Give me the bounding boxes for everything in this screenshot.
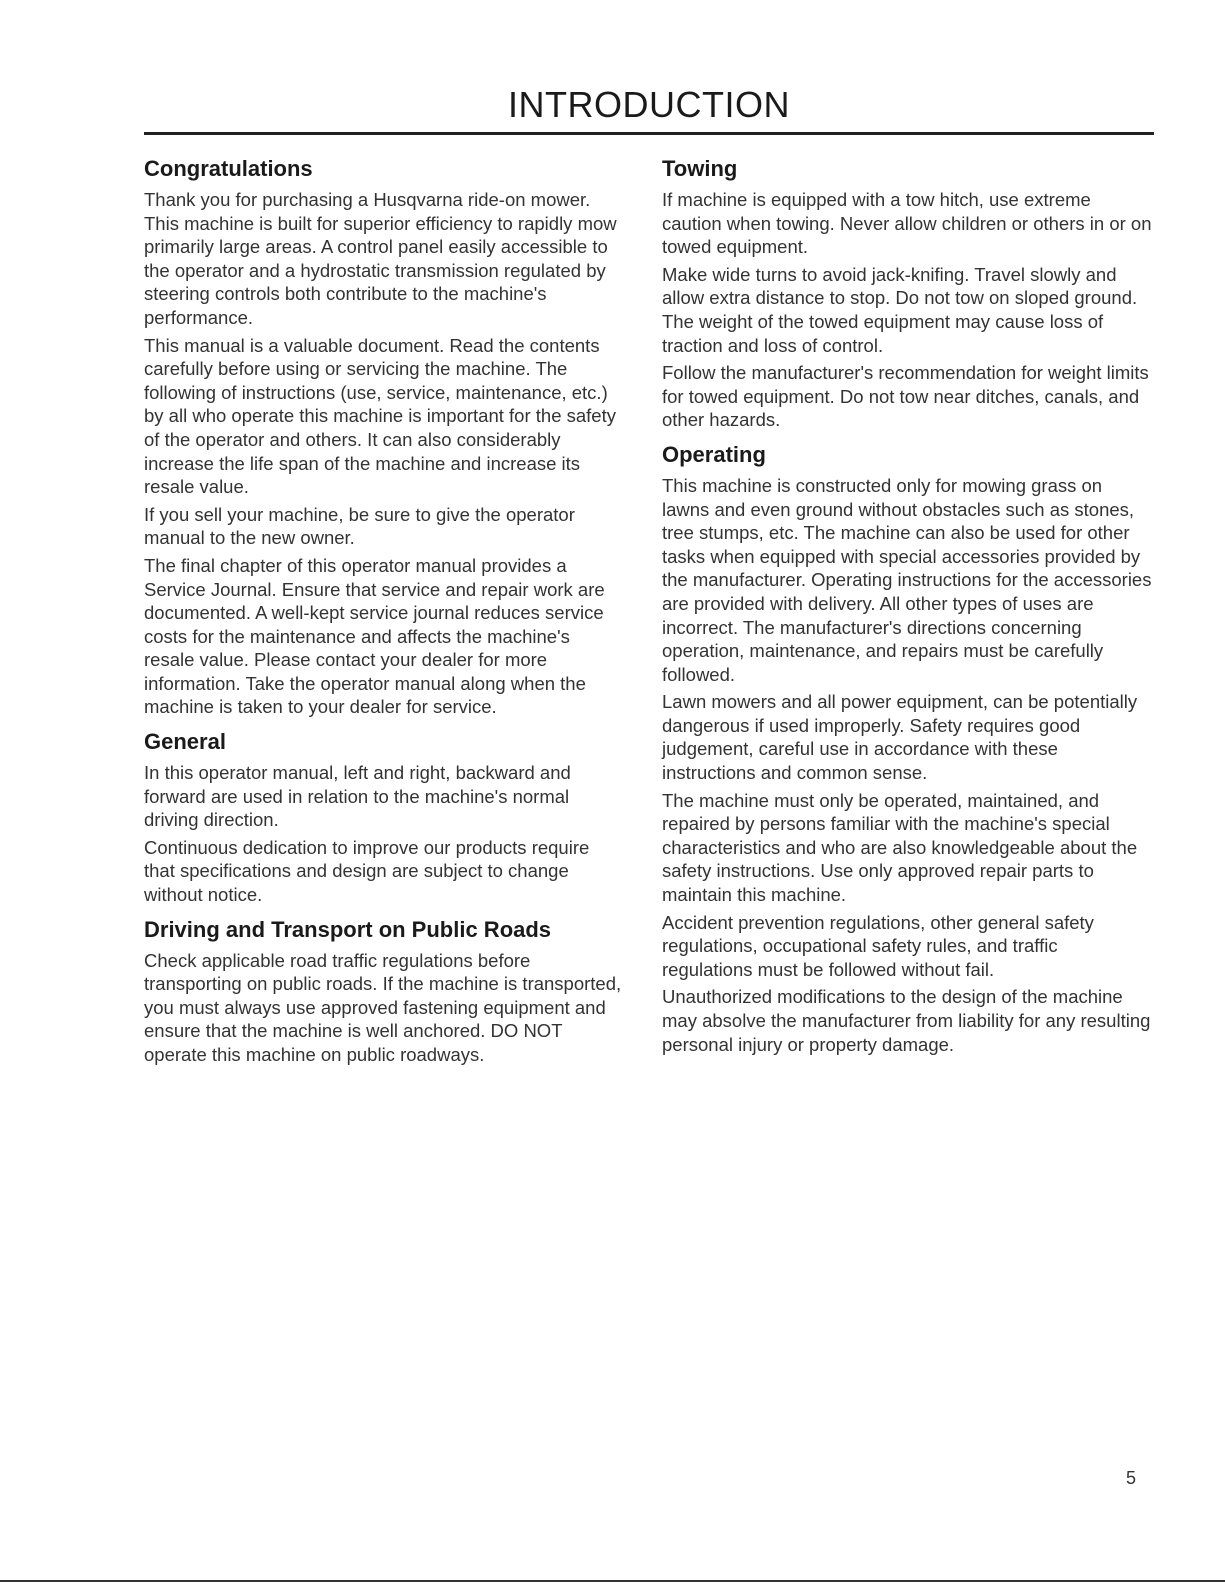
right-column bbox=[662, 152, 1152, 1062]
paragraph: Accident prevention regulations, other general safety regulations, occupational safety rules, and traffic regulations must be followed without fail. bbox=[662, 911, 1094, 980]
paragraph: If machine is equipped with a tow hitch, use extreme caution when towing. Never allow children or others in or on towed equipment. bbox=[662, 189, 1152, 258]
page-title: INTRODUCTION bbox=[508, 84, 790, 125]
paragraph: Continuous dedication to improve our products require that specifications and design are subject to change without notice. bbox=[144, 836, 590, 906]
paragraph: Check applicable road traffic regulations before transporting on public roads. If the machine is transported, you must always use approved fastening equipment and ensure that the machine is well anchored. DO NOT operate this machine on public roadways. bbox=[144, 949, 622, 1065]
section-heading: Operating bbox=[662, 441, 766, 467]
paragraph: The machine must only be operated, maintained, and repaired by persons familiar with the machine's special characteristics and who are also knowledgeable about the safety instructions. Use only approved repair parts to maintain this machine. bbox=[662, 789, 1138, 906]
section-heading: Congratulations bbox=[144, 156, 313, 181]
paragraph: Follow the manufacturer's recommendation for weight limits for towed equipment. Do not tow near ditches, canals, and other hazards. bbox=[662, 362, 1149, 431]
paragraph: This manual is a valuable document. Read the contents carefully before using or servicing the machine. The following of instructions (use, service, maintenance, etc.) by all who operate this machine is important for the safety of the operator and others. It can also considerably increase the life span of the machine and increase its resale value. bbox=[144, 334, 616, 498]
section-heading: Towing bbox=[662, 156, 738, 181]
section-towing bbox=[662, 152, 1152, 432]
paragraph: Thank you for purchasing a Husqvarna ride-on mower. This machine is built for superior efficiency to rapidly mow primarily large areas. A control panel easily accessible to the operator and a hydrostatic transmission regulated by steering controls both contribute to the machine's performance. bbox=[144, 189, 617, 328]
paragraph: Lawn mowers and all power equipment, can be potentially dangerous if used improperly. Safety requires good judgement, careful use in accordance with these instructions and common sense. bbox=[662, 691, 1138, 784]
section-heading: General bbox=[144, 729, 226, 755]
section-heading: Driving and Transport on Public Roads bbox=[144, 916, 552, 942]
section-driving-transport bbox=[144, 913, 624, 1067]
paragraph: Unauthorized modifications to the design of the machine may absolve the manufacturer from liability for any resulting personal injury or property damage. bbox=[662, 986, 1151, 1055]
paragraph: This machine is constructed only for mowing grass on lawns and even ground without obstacles such as stones, tree stumps, etc. The machine can also be used for other tasks when equipped with special accessories provided by the manufacturer. Operating instructions for the accessories are provided with delivery. All other types of uses are incorrect. The manufacturer's directions concerning operation, maintenance, and repairs must be carefully followed. bbox=[662, 474, 1152, 685]
paragraph: Make wide turns to avoid jack-knifing. Travel slowly and allow extra distance to stop. Do not tow on sloped ground. The weight of the towed equipment may cause loss of traction and loss of control. bbox=[662, 263, 1138, 356]
page-number: 5 bbox=[1126, 1468, 1137, 1488]
title-divider bbox=[144, 132, 1154, 135]
section-operating bbox=[662, 438, 1152, 1056]
bottom-edge-line bbox=[0, 1580, 1225, 1582]
paragraph: In this operator manual, left and right, backward and forward are used in relation to the machine's normal driving direction. bbox=[144, 762, 571, 831]
paragraph: If you sell your machine, be sure to give the operator manual to the new owner. bbox=[144, 503, 575, 549]
section-general bbox=[144, 725, 624, 907]
section-congratulations bbox=[144, 152, 624, 719]
paragraph: The final chapter of this operator manual provides a Service Journal. Ensure that service and repair work are documented. A well-kept service journal reduces service costs for the maintenance and affects the machine's resale value. Please contact your dealer for more information. Take the operator manual along when the machine is taken to your dealer for service. bbox=[144, 554, 605, 718]
left-column bbox=[144, 152, 624, 1073]
